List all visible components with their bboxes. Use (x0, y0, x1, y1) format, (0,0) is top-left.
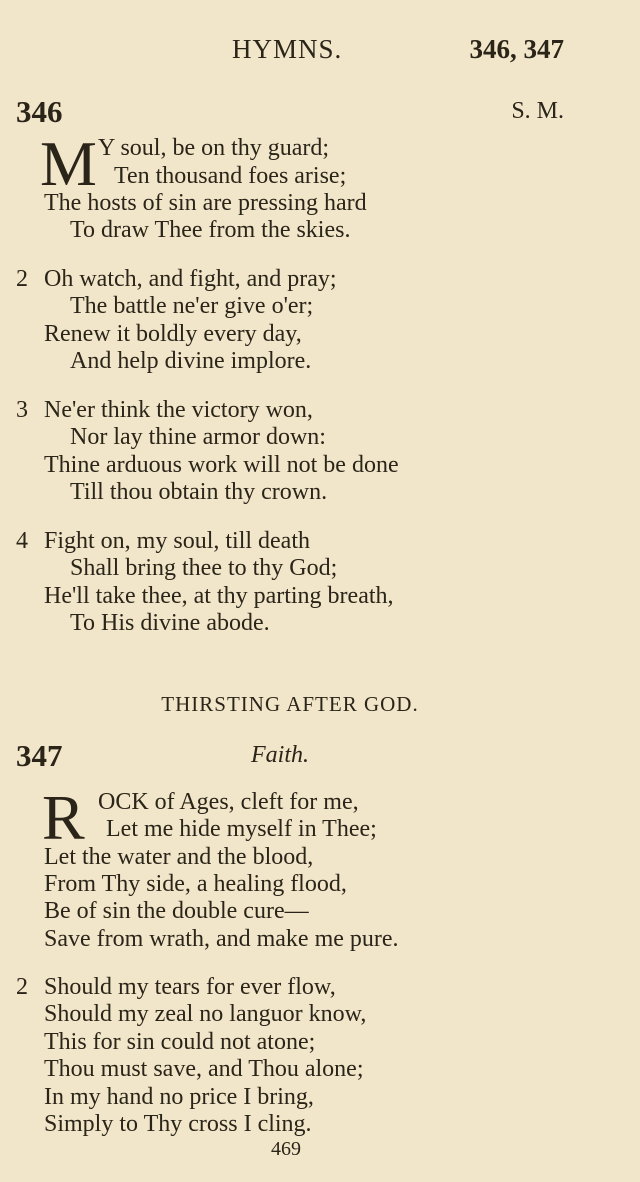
verse-line: Simply to Thy cross I cling. (44, 1111, 312, 1137)
verse-line: Fight on, my soul, till death (44, 528, 311, 554)
verse-line: Let the water and the blood, (44, 844, 314, 870)
verse-number: 2 (16, 266, 28, 292)
hymn-number: 346 (16, 94, 63, 129)
verse-line: The battle ne'er give o'er; (70, 293, 314, 319)
verse-line: Should my zeal no languor know, (44, 1001, 367, 1027)
verse-line: Till thou obtain thy crown. (70, 479, 328, 505)
verse-line: Should my tears for ever flow, (44, 974, 336, 1000)
verse-line: Shall bring thee to thy God; (70, 555, 338, 581)
running-head (0, 34, 640, 70)
verse-number: 2 (16, 974, 28, 1000)
verse-line: Be of sin the double cure— (44, 898, 309, 924)
verse-line: Let me hide myself in Thee; (106, 816, 377, 842)
verse-line: Oh watch, and fight, and pray; (44, 266, 337, 292)
hymn-number: 347 (16, 738, 63, 773)
verse-number: 3 (16, 397, 28, 423)
verse-number: 4 (16, 528, 28, 554)
running-head-numbers: 346, 347 (469, 34, 564, 64)
verse-line: Thine arduous work will not be done (44, 452, 399, 478)
verse-line: From Thy side, a healing flood, (44, 871, 347, 897)
verse-line: Ne'er think the victory won, (44, 397, 313, 423)
hymn-meter: S. M. (511, 98, 564, 124)
page-number: 469 (271, 1138, 301, 1160)
verse-line: Y soul, be on thy guard; (98, 135, 330, 161)
hymn-tune-name: Faith. (251, 742, 309, 768)
verse-line: To draw Thee from the skies. (70, 217, 351, 243)
verse-line: And help divine implore. (70, 348, 312, 374)
drop-cap: R (42, 782, 85, 853)
section-title: THIRSTING AFTER GOD. (161, 692, 419, 716)
hymn-346-header (16, 94, 564, 134)
running-head-title: HYMNS. (232, 34, 343, 64)
verse-line: Thou must save, and Thou alone; (44, 1056, 364, 1082)
verse-line: Nor lay thine armor down: (70, 424, 326, 450)
drop-cap: M (40, 128, 97, 199)
verse-line: He'll take thee, at thy parting breath, (44, 583, 394, 609)
verse-line: In my hand no price I bring, (44, 1084, 314, 1110)
verse-line: This for sin could not atone; (44, 1029, 316, 1055)
hymn-347-header (16, 738, 564, 778)
verse-line: To His divine abode. (70, 610, 270, 636)
verse-line: Save from wrath, and make me pure. (44, 926, 399, 952)
verse-line: Ten thousand foes arise; (114, 163, 347, 189)
verse-line: Renew it boldly every day, (44, 321, 302, 347)
verse-line: OCK of Ages, cleft for me, (98, 789, 359, 815)
verse-line: The hosts of sin are pressing hard (44, 190, 367, 216)
